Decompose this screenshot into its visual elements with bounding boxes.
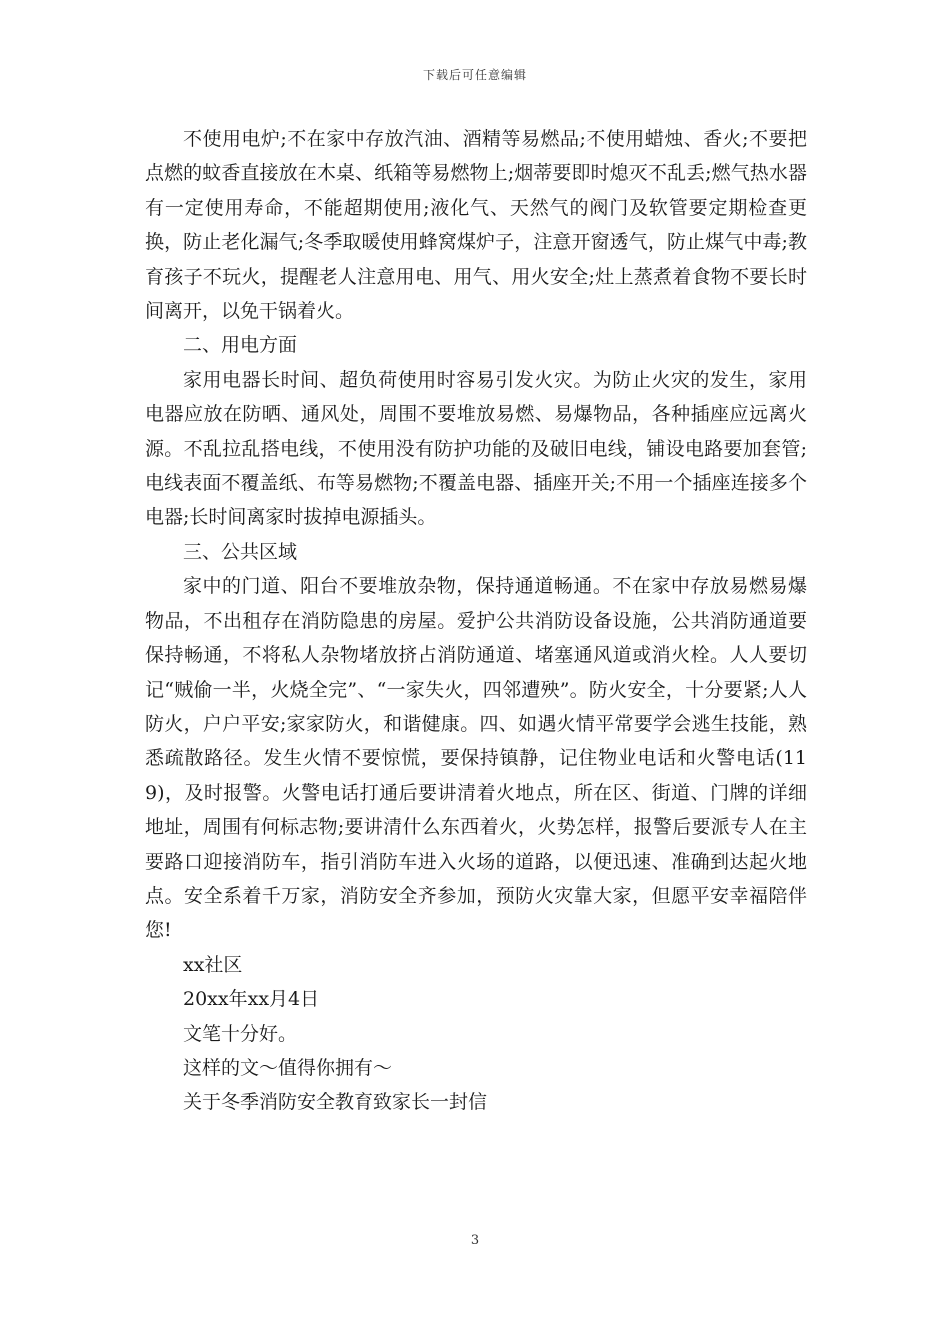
signature-community: xx社区 [183, 953, 243, 976]
paragraph-public-area: 家中的门道、阳台不要堆放杂物，保持通道畅通。不在家中存放易燃易爆物品，不出租存在消防隐患的房屋。爱护公共消防设备设施，公共消防通道要保持畅通，不将私人杂物堵放挤占消防通道、堵塞通风道或消火栓。人人要切记“贼偷一半，火烧全完”、“一家失火，四邻遭殃”。防火安全，十分要紧;人人防火，户户平安;家家防火，和谐健康。四、如遇火情平常要学会逃生技能，熟悉疏散路径。发生火情不要惊慌，要保持镇静，记住物业电话和火警电话(119)，及时报警。火警电话打通后要讲清着火地点，所在区、街道、门牌的详细地址，周围有何标志物;要讲清什么东西着火，火势怎样，报警后要派专人在主要路口迎接消防车，指引消防车进入火场的道路，以便迅速、准确到达起火地点。安全系着千万家，消防安全齐参加，预防火灾靠大家，但愿平安幸福陪伴您! [145, 575, 807, 942]
paragraph-electricity: 家用电器长时间、超负荷使用时容易引发火灾。为防止火灾的发生，家用电器应放在防晒、通风处，周围不要堆放易燃、易爆物品，各种插座应远离火源。不乱拉乱搭电线，不使用没有防护功能的及破旧电线，铺设电路要加套管;电线表面不覆盖纸、布等易燃物;不覆盖电器、插座开关;不用一个插座连接多个电器;长时间离家时拔掉电源插头。 [145, 368, 807, 529]
comment-line-1: 文笔十分好。 [183, 1022, 298, 1045]
comment-line-2: 这样的文～值得你拥有～ [183, 1056, 393, 1079]
next-document-title: 关于冬季消防安全教育致家长一封信 [183, 1091, 488, 1114]
page-header-note: 下载后可任意编辑 [422, 68, 527, 82]
section-heading-electricity: 二、用电方面 [183, 334, 298, 357]
document-body [145, 122, 807, 1120]
section-heading-public-area: 三、公共区域 [183, 540, 298, 563]
signature-date: 20xx年xx月4日 [183, 988, 320, 1011]
paragraph-home-fire-safety: 不使用电炉;不在家中存放汽油、酒精等易燃品;不使用蜡烛、香火;不要把点燃的蚊香直接放在木桌、纸箱等易燃物上;烟蒂要即时熄灭不乱丢;燃气热水器有一定使用寿命，不能超期使用;液化气、天然气的阀门及软管要定期检查更换，防止老化漏气;冬季取暖使用蜂窝煤炉子，注意开窗透气，防止煤气中毒;教育孩子不玩火，提醒老人注意用电、用气、用火安全;灶上蒸煮着食物不要长时间离开，以免干锅着火。 [145, 128, 807, 323]
page-number: 3 [470, 1233, 480, 1248]
